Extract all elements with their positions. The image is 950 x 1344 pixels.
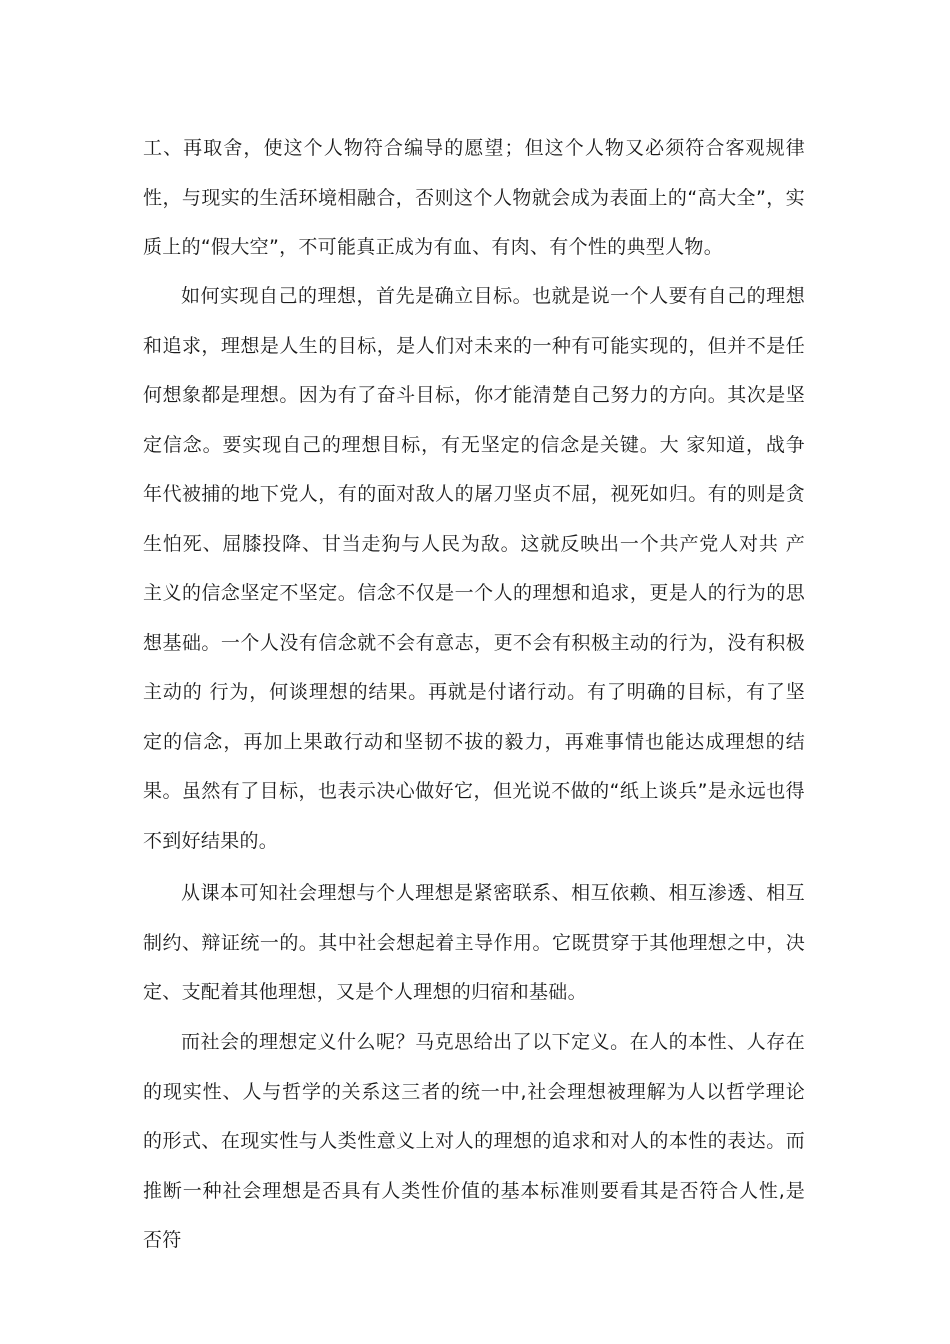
paragraph-continuation <box>143 124 805 273</box>
paragraph-social-ideal-definition <box>143 1018 805 1266</box>
paragraph-text: 工、再取舍，使这个人物符合编导的愿望；但这个人物又必须符合客观规律性，与现实的生活环境相融合，否则这个人物就会成为表面上的“高大全”，实质上的“假大空”，不可能真正成为有血、有肉、有个性的典型人物。 <box>143 137 805 258</box>
paragraph-social-personal-ideals <box>143 869 805 1018</box>
paragraph-realizing-ideals <box>143 272 805 866</box>
paragraph-text: 如何实现自己的理想，首先是确立目标。也就是说一个人要有自己的理想和追求，理想是人生的目标，是人们对未来的一种有可能实现的，但并不是任何想象都是理想。因为有了奋斗目标，你才能清楚自己努力的方向。其次是坚定信念。要实现自己的理想目标，有无坚定的信念是关键。大 家知道，战争年代被捕的地下党人，有的面对敌人的屠刀坚贞不屈，视死如归。有的则是贪生怕死、屈膝投降、甘当走狗与人民为敌。这就反映出一个共产党人对共 产主义的信念坚定不坚定。信念不仅是一个人的理想和追求，更是人的行为的思想基础。一个人没有信念就不会有意志，更不会有积极主动的行为，没有积极主动的 行为，何谈理想的结果。再就是付诸行动。有了明确的目标，有了坚定的信念，再加上果敢行动和坚韧不拔的毅力，再难事情也能达成理想的结果。虽然有了目标，也表示决心做好它，但光说不做的“纸上谈兵”是永远也得不到好结果的。 <box>143 285 805 852</box>
paragraph-text: 而社会的理想定义什么呢？马克思给出了以下定义。在人的本性、人存在的现实性、人与哲学的关系这三者的统一中,社会理想被理解为人以哲学理论的形式、在现实性与人类性意义上对人的理想的追求和对人的本性的表达。而推断一种社会理想是否具有人类性价值的基本标准则要看其是否符合人性,是否符 <box>143 1031 805 1251</box>
paragraph-text: 从课本可知社会理想与个人理想是紧密联系、相互依赖、相互渗透、相互制约、辩证统一的。其中社会想起着主导作用。它既贯穿于其他理想之中，决定、支配着其他理想，又是个人理想的归宿和基础。 <box>143 882 805 1003</box>
